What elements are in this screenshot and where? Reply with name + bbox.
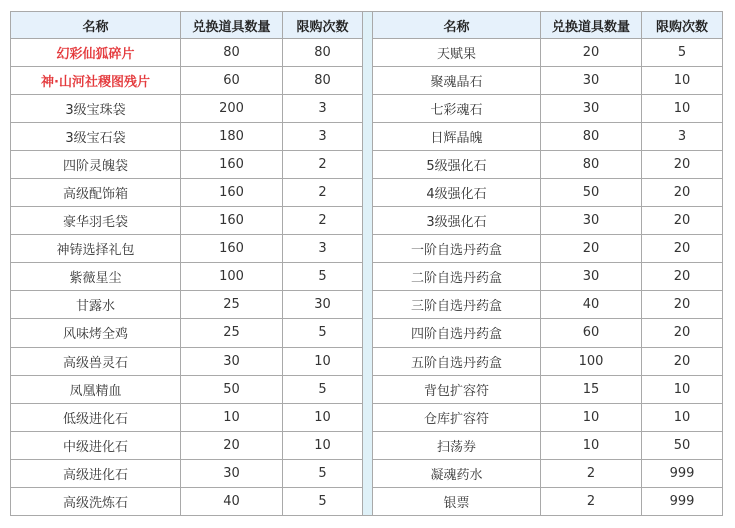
table-row — [373, 151, 723, 179]
column-header-name: 名称 — [11, 12, 181, 39]
item-limit-cell: 20 — [642, 291, 723, 319]
item-quantity-cell: 2 — [541, 487, 642, 515]
table-row — [11, 263, 363, 291]
item-quantity-cell: 160 — [181, 151, 283, 179]
table-row — [373, 319, 723, 347]
item-limit-cell: 3 — [283, 123, 363, 151]
item-limit-cell: 999 — [642, 459, 723, 487]
item-quantity-cell: 10 — [541, 431, 642, 459]
item-name-cell: 银票 — [373, 487, 541, 515]
column-header-name: 名称 — [373, 12, 541, 39]
table-row — [373, 263, 723, 291]
item-quantity-cell: 160 — [181, 235, 283, 263]
table-row — [373, 235, 723, 263]
table-header-row — [11, 12, 363, 39]
item-quantity-cell: 40 — [541, 291, 642, 319]
item-name-cell: 紫薇星尘 — [11, 263, 181, 291]
item-quantity-cell: 50 — [541, 179, 642, 207]
item-name-cell: 背包扩容符 — [373, 375, 541, 403]
table-row — [11, 39, 363, 67]
table-row — [11, 403, 363, 431]
item-limit-cell: 3 — [642, 123, 723, 151]
item-name-cell: 高级洗炼石 — [11, 487, 181, 515]
item-limit-cell: 2 — [283, 207, 363, 235]
item-name-cell: 神铸选择礼包 — [11, 235, 181, 263]
item-quantity-cell: 80 — [181, 39, 283, 67]
table-row — [373, 95, 723, 123]
item-quantity-cell: 10 — [181, 403, 283, 431]
item-quantity-cell: 25 — [181, 291, 283, 319]
item-name-cell: 高级进化石 — [11, 459, 181, 487]
item-quantity-cell: 100 — [541, 347, 642, 375]
item-limit-cell: 20 — [642, 207, 723, 235]
table-row — [11, 487, 363, 515]
item-name-cell: 扫荡券 — [373, 431, 541, 459]
item-name-cell: 天赋果 — [373, 39, 541, 67]
item-limit-cell: 20 — [642, 319, 723, 347]
table-row — [373, 123, 723, 151]
item-limit-cell: 10 — [642, 403, 723, 431]
item-quantity-cell: 60 — [181, 67, 283, 95]
item-quantity-cell: 25 — [181, 319, 283, 347]
table-row — [373, 403, 723, 431]
table-row — [373, 431, 723, 459]
item-name-cell: 幻彩仙狐碎片 — [11, 39, 181, 67]
table-row — [11, 207, 363, 235]
item-limit-cell: 2 — [283, 151, 363, 179]
item-quantity-cell: 60 — [541, 319, 642, 347]
item-quantity-cell: 30 — [181, 347, 283, 375]
table-row — [11, 375, 363, 403]
item-name-cell: 聚魂晶石 — [373, 67, 541, 95]
item-name-cell: 中级进化石 — [11, 431, 181, 459]
item-limit-cell: 999 — [642, 487, 723, 515]
table-row — [11, 151, 363, 179]
table-row — [11, 431, 363, 459]
right-exchange-table — [372, 11, 723, 516]
item-name-cell: 四阶自选丹药盒 — [373, 319, 541, 347]
item-limit-cell: 3 — [283, 95, 363, 123]
column-header-quantity: 兑换道具数量 — [541, 12, 642, 39]
item-name-cell: 一阶自选丹药盒 — [373, 235, 541, 263]
item-quantity-cell: 160 — [181, 207, 283, 235]
item-limit-cell: 3 — [283, 235, 363, 263]
item-quantity-cell: 30 — [541, 263, 642, 291]
item-name-cell: 四阶灵魄袋 — [11, 151, 181, 179]
item-name-cell: 高级兽灵石 — [11, 347, 181, 375]
table-row — [373, 459, 723, 487]
item-limit-cell: 20 — [642, 263, 723, 291]
table-row — [373, 207, 723, 235]
item-limit-cell: 80 — [283, 39, 363, 67]
item-limit-cell: 20 — [642, 235, 723, 263]
item-limit-cell: 20 — [642, 179, 723, 207]
table-header-row — [373, 12, 723, 39]
item-quantity-cell: 50 — [181, 375, 283, 403]
item-name-cell: 二阶自选丹药盒 — [373, 263, 541, 291]
table-row — [373, 39, 723, 67]
item-quantity-cell: 30 — [181, 459, 283, 487]
table-row — [11, 67, 363, 95]
item-limit-cell: 10 — [642, 67, 723, 95]
item-name-cell: 3级强化石 — [373, 207, 541, 235]
item-quantity-cell: 20 — [541, 39, 642, 67]
item-name-cell: 4级强化石 — [373, 179, 541, 207]
item-name-cell: 日辉晶魄 — [373, 123, 541, 151]
table-row — [11, 95, 363, 123]
item-name-cell: 风味烤全鸡 — [11, 319, 181, 347]
item-quantity-cell: 80 — [541, 123, 642, 151]
table-separator — [363, 11, 372, 516]
item-name-cell: 凤凰精血 — [11, 375, 181, 403]
item-name-cell: 5级强化石 — [373, 151, 541, 179]
item-name-cell: 3级宝珠袋 — [11, 95, 181, 123]
item-quantity-cell: 10 — [541, 403, 642, 431]
item-limit-cell: 10 — [283, 431, 363, 459]
item-limit-cell: 10 — [642, 95, 723, 123]
item-limit-cell: 20 — [642, 347, 723, 375]
item-limit-cell: 10 — [283, 403, 363, 431]
item-quantity-cell: 180 — [181, 123, 283, 151]
table-row — [11, 123, 363, 151]
item-name-cell: 3级宝石袋 — [11, 123, 181, 151]
item-limit-cell: 10 — [283, 347, 363, 375]
table-row — [11, 347, 363, 375]
item-limit-cell: 10 — [642, 375, 723, 403]
item-name-cell: 豪华羽毛袋 — [11, 207, 181, 235]
item-quantity-cell: 15 — [541, 375, 642, 403]
item-quantity-cell: 80 — [541, 151, 642, 179]
table-row — [11, 179, 363, 207]
table-row — [373, 179, 723, 207]
item-quantity-cell: 30 — [541, 207, 642, 235]
table-row — [11, 319, 363, 347]
item-name-cell: 凝魂药水 — [373, 459, 541, 487]
item-name-cell: 仓库扩容符 — [373, 403, 541, 431]
item-limit-cell: 5 — [283, 459, 363, 487]
table-row — [11, 235, 363, 263]
item-limit-cell: 5 — [283, 375, 363, 403]
item-name-cell: 高级配饰箱 — [11, 179, 181, 207]
item-limit-cell: 5 — [283, 263, 363, 291]
item-quantity-cell: 30 — [541, 95, 642, 123]
item-quantity-cell: 30 — [541, 67, 642, 95]
item-limit-cell: 80 — [283, 67, 363, 95]
table-row — [11, 459, 363, 487]
item-quantity-cell: 200 — [181, 95, 283, 123]
item-name-cell: 低级进化石 — [11, 403, 181, 431]
item-quantity-cell: 40 — [181, 487, 283, 515]
column-header-limit: 限购次数 — [642, 12, 723, 39]
item-name-cell: 三阶自选丹药盒 — [373, 291, 541, 319]
item-name-cell: 甘露水 — [11, 291, 181, 319]
table-row — [11, 291, 363, 319]
item-limit-cell: 20 — [642, 151, 723, 179]
item-quantity-cell: 160 — [181, 179, 283, 207]
column-header-quantity: 兑换道具数量 — [181, 12, 283, 39]
column-header-limit: 限购次数 — [283, 12, 363, 39]
item-quantity-cell: 2 — [541, 459, 642, 487]
item-limit-cell: 5 — [283, 319, 363, 347]
item-name-cell: 神·山河社稷图残片 — [11, 67, 181, 95]
item-limit-cell: 30 — [283, 291, 363, 319]
exchange-tables — [10, 11, 723, 516]
item-quantity-cell: 20 — [541, 235, 642, 263]
table-row — [373, 347, 723, 375]
table-row — [373, 375, 723, 403]
item-limit-cell: 5 — [642, 39, 723, 67]
item-name-cell: 七彩魂石 — [373, 95, 541, 123]
item-limit-cell: 5 — [283, 487, 363, 515]
item-name-cell: 五阶自选丹药盒 — [373, 347, 541, 375]
left-exchange-table — [10, 11, 363, 516]
item-limit-cell: 2 — [283, 179, 363, 207]
item-quantity-cell: 20 — [181, 431, 283, 459]
item-limit-cell: 50 — [642, 431, 723, 459]
item-quantity-cell: 100 — [181, 263, 283, 291]
table-row — [373, 487, 723, 515]
table-row — [373, 291, 723, 319]
table-row — [373, 67, 723, 95]
